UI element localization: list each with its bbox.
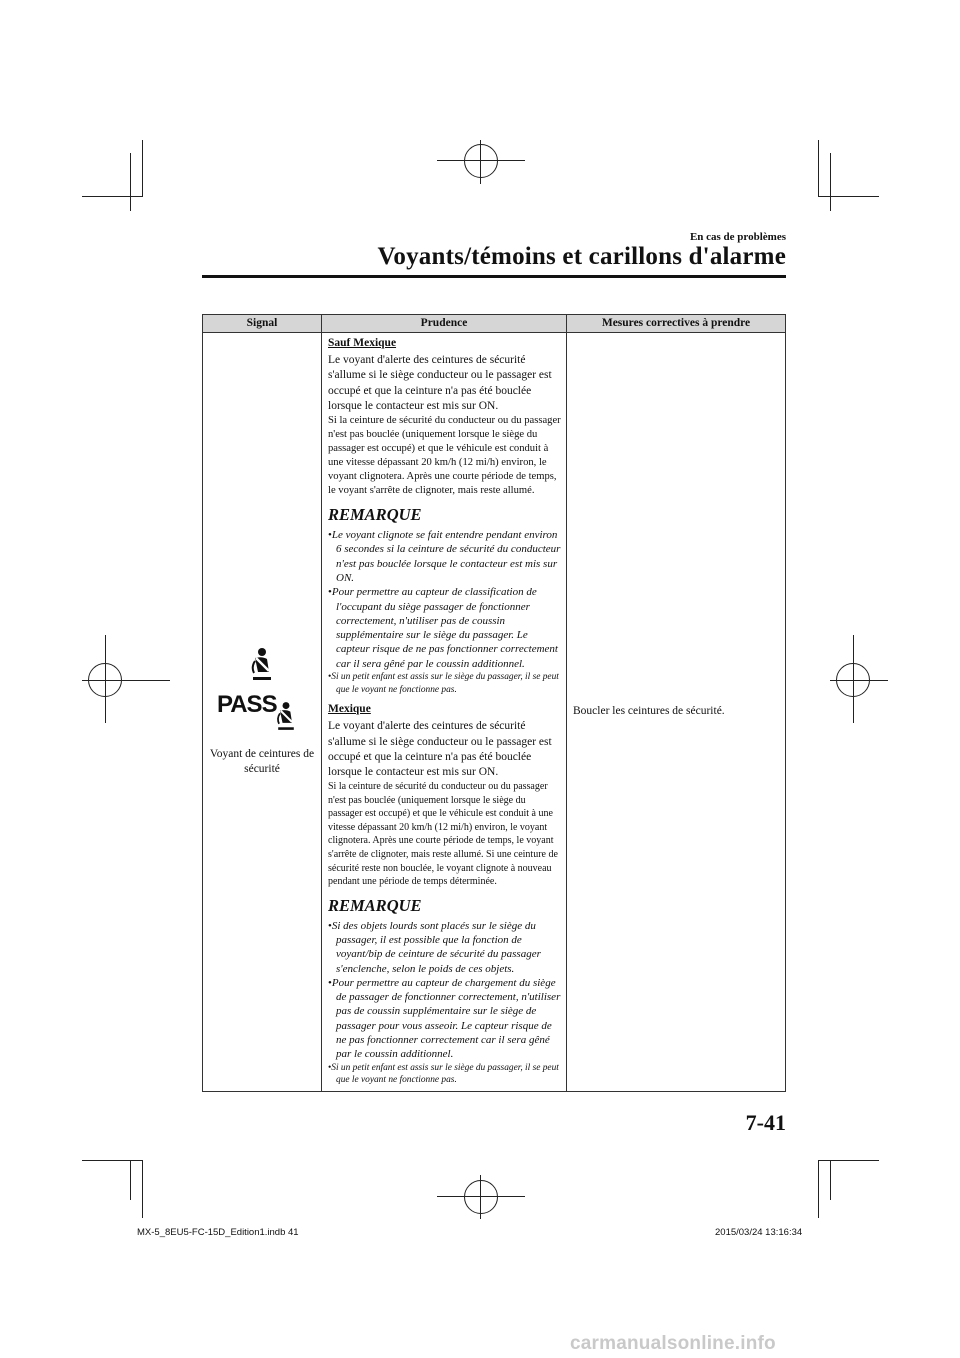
seatbelt-warning-icon — [247, 647, 277, 681]
block2-heading: Mexique — [328, 703, 371, 716]
passenger-seatbelt-icon — [217, 689, 307, 741]
block2-note-3: •Si un petit enfant est assis sur le siège du passager, il se peut que le voyant ne fonctionne pas. — [328, 1062, 559, 1086]
watermark: carmanualsonline.info — [570, 1333, 776, 1354]
bullet-icon: • — [328, 919, 332, 932]
block2-note-1: •Si des objets lourds sont placés sur le siège du passager, il est possible que la fonction de voyant/bip de ceinture de sécurité du passager s'enclenche, selon le poids de ces objets. — [328, 919, 541, 975]
block2-note-2: •Pour permettre au capteur de chargement du siège de passager de fonctionner correctement, n'utiliser pas de coussin supplémentaire sur le siège de passager pour vous asseoir. Le capteur risque de ne pas fonctionner correctement car il sera gêné par le coussin additionnel. — [328, 976, 561, 1061]
passenger-seatbelt-figure-icon — [273, 699, 299, 733]
pass-label: PASS — [217, 690, 277, 718]
footer-print-date: 2015/03/24 13:16:34 — [715, 1227, 803, 1238]
bullet-icon: • — [328, 529, 332, 542]
action-cell: Boucler les ceintures de sécurité. — [567, 333, 786, 1092]
column-header-signal: Signal — [203, 315, 322, 333]
warning-light-table — [202, 314, 786, 1092]
chapter-title: Voyants/témoins et carillons d'alarme — [377, 243, 786, 270]
block2-note-title: REMARQUE — [328, 895, 422, 915]
table-header-row — [203, 315, 786, 333]
block2-para2: Si la ceinture de sécurité du conducteur ou du passager n'est pas bouclée (uniquement lorsque le siège du passager est occupé) et que le véhicule est conduit à une vitesse dépassant 20 km/h (12 mi/h) environ, le voyant clignotera. Après une courte période de temps, le voyant s'arrête de clignoter, mais reste allumé. Si une ceinture de sécurité reste non bouclée, le voyant clignote à nouveau pendant une période de temps déterminée. — [328, 781, 558, 888]
header-rule — [202, 275, 786, 278]
signal-caption: Voyant de ceintures de sécurité — [209, 747, 315, 775]
column-header-prudence: Prudence — [322, 315, 567, 333]
footer-file-info: MX-5_8EU5-FC-15D_Edition1.indb 41 — [137, 1227, 299, 1238]
block1-note-2: •Pour permettre au capteur de classification de l'occupant du siège passager de fonctionner correctement, n'utiliser pas de coussin supplémentaire sur le siège du passager. Le capteur risque de ne pas fonctionner correctement car il sera gêné par le coussin additionnel. — [328, 586, 558, 670]
block1-note-3: •Si un petit enfant est assis sur le siège du passager, il se peut que le voyant ne fonctionne pas. — [328, 672, 559, 695]
block1-note-title: REMARQUE — [328, 505, 422, 525]
bullet-icon: • — [328, 1062, 332, 1073]
column-header-action: Mesures correctives à prendre — [567, 315, 786, 333]
page-number: 7-41 — [745, 1110, 786, 1135]
table-row — [203, 333, 786, 1092]
bullet-icon: • — [328, 672, 332, 683]
prudence-cell — [322, 333, 567, 1092]
block1-note-1: •Le voyant clignote se fait entendre pendant environ 6 secondes si la ceinture de sécurité du conducteur n'est pas bouclée lorsque le contacteur est mis sur ON. — [328, 529, 561, 584]
signal-cell — [203, 333, 322, 1092]
bullet-icon: • — [328, 976, 332, 989]
section-title: En cas de problèmes — [689, 231, 786, 243]
block1-heading: Sauf Mexique — [328, 337, 397, 349]
bullet-icon: • — [328, 586, 332, 599]
block1-para2: Si la ceinture de sécurité du conducteur ou du passager n'est pas bouclée (uniquement lorsque le siège du passager est occupé) et que le véhicule est conduit à une vitesse dépassant 20 km/h (12 mi/h) environ, le voyant clignotera. Après une courte période de temps, le voyant s'arrête de clignoter, mais reste allumé. — [328, 414, 561, 497]
block2-para1: Le voyant d'alerte des ceintures de sécurité s'allume si le siège conducteur ou le passager est occupé et que la ceinture n'a pas été bouclée lorsque le contacteur est mis sur ON. — [328, 720, 552, 778]
block1-para1: Le voyant d'alerte des ceintures de sécurité s'allume si le siège conducteur ou le passager est occupé et que la ceinture n'a pas été bouclée lorsque le contacteur est mis sur ON. — [328, 354, 552, 412]
